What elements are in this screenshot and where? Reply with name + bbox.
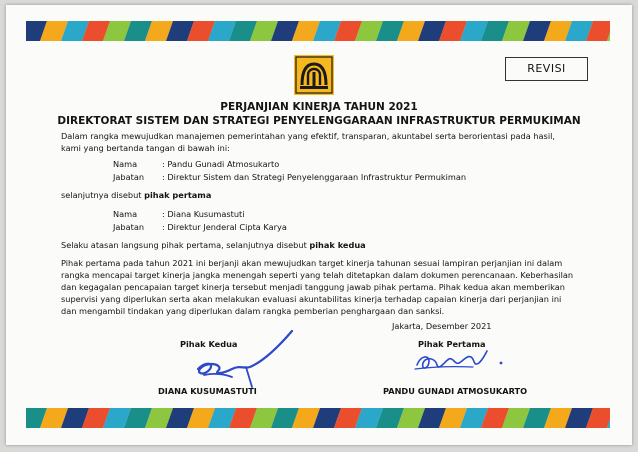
top-decorative-band [26,21,610,41]
intro-line-2: kami yang bertanda tangan di bawah ini: [61,143,230,153]
right-signatory-name: PANDU GUNADI ATMOSUKARTO [383,386,528,396]
document-subtitle: DIREKTORAT SISTEM DAN STRATEGI PENYELENGGARAAN INFRASTRUKTUR PERMUKIMAN [57,115,581,127]
left-signatory-title: Pihak Kedua [180,339,238,349]
second-party-position-value: : Direktur Jenderal Cipta Karya [162,222,287,232]
intro-line-1: Dalam rangka mewujudkan manajemen pemerintahan yang efektif, transparan, akuntabel serta berorientasi pada hasil, [61,131,555,141]
first-party-position-label: Jabatan [113,172,145,182]
right-handwritten-signature [411,347,521,377]
left-handwritten-signature [184,323,304,393]
first-party-position-value: : Direktur Sistem dan Strategi Penyelenggaraan Infrastruktur Permukiman [162,172,467,182]
first-party-name-label: Nama [113,159,138,169]
first-party-name-value: : Pandu Gunadi Atmosukarto [162,159,280,169]
first-party-designation-term: pihak pertama [144,190,212,200]
second-party-designation-term: pihak kedua [309,240,366,250]
agreement-line-1: Pihak pertama pada tahun 2021 ini berjanji akan mewujudkan target kinerja tahunan sesuai lampiran perjanjian ini dalam [61,258,563,268]
right-signatory-title: Pihak Pertama [418,339,486,349]
agreement-line-5: dan mengambil tindakan yang diperlukan dalam rangka pemberian penghargaan dan sanksi. [61,306,445,316]
second-party-name-label: Nama [113,209,138,219]
agreement-line-2: rangka mencapai target kinerja jangka menengah seperti yang telah ditetapkan dalam dokumen perencanaan. Keberhasilan [61,270,574,280]
agreement-line-4: supervisi yang diperlukan serta akan melakukan evaluasi akuntabilitas kinerja terhadap capaian kinerja dari perjanjian ini [61,294,562,304]
second-party-name-value: : Diana Kusumastuti [162,209,245,219]
agreement-line-3: dan kegagalan pencapaian target kinerja tersebut menjadi tanggung jawab pihak pertama. Pihak kedua akan memberikan [61,282,565,292]
first-party-designation: selanjutnya disebut pihak pertama [61,190,212,200]
document-title: PERJANJIAN KINERJA TAHUN 2021 [220,101,418,113]
left-signatory-name: DIANA KUSUMASTUTI [158,386,257,396]
bottom-decorative-band [26,408,610,428]
second-party-position-label: Jabatan [113,222,145,232]
revision-label-box: REVISI [505,57,588,81]
second-party-designation: Selaku atasan langsung pihak pertama, selanjutnya disebut pihak kedua [61,240,366,250]
pu-logo-icon [294,55,334,95]
place-and-date: Jakarta, Desember 2021 [392,321,492,331]
document-page [6,5,632,445]
